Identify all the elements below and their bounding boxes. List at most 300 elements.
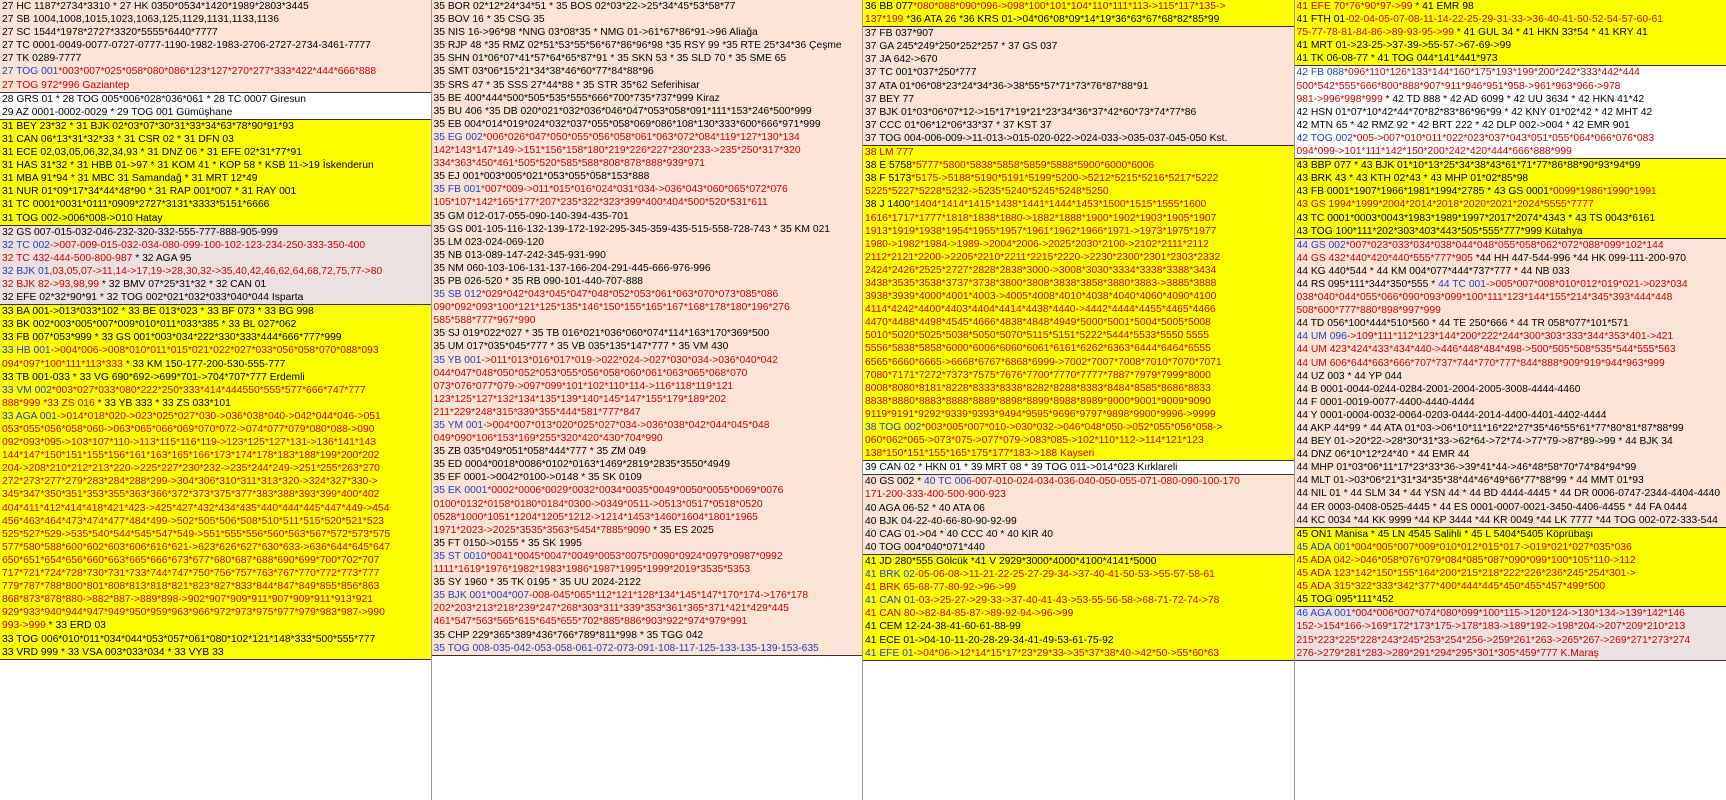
code-line bbox=[1297, 435, 1726, 448]
code-line bbox=[2, 554, 431, 567]
code-segment: 137*199 bbox=[865, 14, 904, 26]
code-line bbox=[434, 210, 863, 223]
code-line bbox=[865, 93, 1294, 106]
code-segment: 45 TOG 095*111*452 bbox=[1296, 594, 1394, 606]
code-line bbox=[2, 619, 431, 632]
code-segment: 35 BU 406 *35 DB 020*021*032*036*046*047*053*058*091*111*153*246*500*999 bbox=[433, 105, 812, 117]
code-segment: 215*223*225*228*243*245*253*254*256->259*261*263->265*267->269*271*273*274 bbox=[1296, 634, 1691, 646]
code-segment: 40 TOG 004*040*071*440 bbox=[865, 541, 985, 553]
code-line bbox=[865, 316, 1294, 329]
code-segment: 35 EK 0001 bbox=[433, 485, 488, 497]
code-segment: -035-042-053-058-061-072-073-091-108-117-125-133-135-139-153-635 bbox=[489, 642, 819, 654]
code-segment: 345*347*350*351*353*355*363*366*372*373*375*377*383*388*393*399*400*402 bbox=[2, 489, 380, 501]
code-segment: -008-045*065*112*121*128*134*145*147*170*174->176*178 bbox=[529, 590, 809, 602]
code-segment: 35 NB 013-089-147-242-345-931-990 bbox=[433, 249, 606, 261]
code-line bbox=[434, 79, 863, 92]
code-segment: 35 LM 023-024-069-120 bbox=[433, 236, 544, 248]
code-segment: 41 BRK 02 bbox=[865, 569, 915, 581]
code-line bbox=[865, 356, 1294, 369]
code-segment: 44 B 0001-0044-0244-0284-2001-2004-2005-3008-4444-4460 bbox=[1296, 383, 1581, 395]
code-segment: 37 JA 642->670 bbox=[865, 54, 938, 66]
code-line bbox=[1297, 172, 1726, 185]
code-segment: 32 BJK 01 bbox=[2, 265, 50, 277]
code-segment: 6565*6660*6665->6668*6767*6868*6999->7002*7007*7008*7010*7070*7071 bbox=[865, 356, 1222, 368]
code-line bbox=[2, 39, 431, 52]
code-segment: 073*076*077*079->097*099*101*102*110*114->116*118*119*121 bbox=[433, 380, 734, 392]
code-block bbox=[863, 0, 1294, 27]
code-segment: 105*107*142*165*177*207*235*322*323*399*400*404*500*520*531*611 bbox=[433, 197, 768, 209]
code-line bbox=[865, 488, 1294, 501]
code-segment: 123*125*127*132*134*135*139*140*145*147*155*179*189*202 bbox=[433, 393, 727, 405]
code-segment: -03->25-27->29-33->37-40-41-43->53-55-56-58->68-71-72-74->78 bbox=[915, 595, 1220, 607]
code-line bbox=[1297, 593, 1726, 606]
code-line bbox=[2, 278, 431, 291]
code-segment: 5010*5020*5025*5038*5050*5070*5115*5151*5222*5444*5533*5550 5555 bbox=[865, 330, 1209, 342]
code-line bbox=[434, 367, 863, 380]
code-segment: *003*027*033*080*222*250*333*414*444550*555*577*666*747*777 bbox=[51, 384, 366, 396]
code-segment: 929*933*940*944*947*949*950*959*963*966*972*973*975*977*979*983*987->990 bbox=[2, 607, 385, 619]
code-line bbox=[2, 212, 431, 225]
code-segment: 44 UM 423*424*433*434*440->446*448*484*498->500*505*508*535*544*555*563 bbox=[1296, 344, 1676, 356]
code-segment: 9119*9191*9292*9339*9393*9494*9595*9696*9797*9898*9900*9996->9999 bbox=[865, 408, 1216, 420]
code-line bbox=[865, 475, 1294, 488]
code-segment: 35 SMT 03*06*15*21*34*38*46*60*77*84*88*96 bbox=[433, 66, 654, 78]
code-line bbox=[1297, 225, 1726, 238]
code-line bbox=[865, 225, 1294, 238]
code-line bbox=[865, 581, 1294, 594]
code-segment: 43 GS 1994*1999*2004*2014*2018*2020*2021*2024*5555*7777 bbox=[1296, 199, 1594, 211]
code-block bbox=[1295, 159, 1726, 239]
code-segment: * 41 GUL 34 * 41 HKN 33*54 * 41 KRY 41 bbox=[1453, 27, 1648, 39]
code-segment: 35 SY 1960 * 35 TK 0195 * 35 UU 2024-2122 bbox=[433, 577, 641, 589]
code-segment: *36 ATA 26 *36 KRS 01->04*06*08*09*14*19*36*63*67*68*82*85*99 bbox=[903, 14, 1220, 26]
code-line bbox=[1297, 132, 1726, 145]
code-segment: 43 TC 0001*0003*0043*1983*1989*1997*2017*2074*4343 * 43 TS 0043*6161 bbox=[1296, 212, 1656, 224]
code-line bbox=[2, 185, 431, 198]
code-line bbox=[434, 314, 863, 327]
code-line bbox=[865, 620, 1294, 633]
code-segment: 456*463*464*473*474*477*484*499->502*505*506*508*510*511*515*520*521*523 bbox=[2, 515, 385, 527]
code-segment: 2112*2121*2200->2205*2210*2211*2215*2220->2230*2300*2301*2303*2332 bbox=[865, 251, 1221, 263]
code-segment: 35 UM 017*035*045*777 * 35 VB 035*135*147*777 * 35 VM 430 bbox=[433, 341, 729, 353]
code-segment: * 42 TD 888 * 42 AD 6099 * 42 UU 3634 * 42 HKN 41*42 bbox=[1382, 93, 1645, 105]
code-line bbox=[434, 484, 863, 497]
code-segment: ,03,05,07->11,14->17,19->28,30,32->35,40,42,46,62,64,68,72,75,77->80 bbox=[49, 265, 383, 277]
code-segment: 35 FT 0150->0155 * 35 SK 1995 bbox=[433, 537, 582, 549]
code-segment: 202*203*213*218*239*247*268*303*311*339*353*361*365*371*421*429*445 bbox=[433, 603, 789, 615]
code-line bbox=[1297, 634, 1726, 647]
code-line bbox=[1297, 541, 1726, 554]
code-line bbox=[2, 93, 431, 106]
code-line bbox=[1297, 528, 1726, 541]
code-block bbox=[1295, 66, 1726, 159]
code-segment: 4114*4242*4400*4403*4404*4414*4438*4440->4442*4444*4455*4465*4466 bbox=[865, 304, 1216, 316]
code-line bbox=[2, 198, 431, 211]
code-block bbox=[0, 305, 431, 660]
code-segment: 27 SC 1544*1978*2727*3320*5555*6440*7777 bbox=[2, 27, 218, 39]
code-line bbox=[1297, 607, 1726, 620]
code-segment: 44 F 0001-0019-0077-4400-4440-4444 bbox=[1296, 396, 1475, 408]
code-segment: 43 FB 0001*1907*1966*1981*1994*2785 * 43 GS 0001 bbox=[1296, 186, 1549, 198]
code-line bbox=[1297, 554, 1726, 567]
code-segment: 37 ATA 01*06*08*23*24*34*36->38*55*57*71*73*76*87*88*91 bbox=[865, 80, 1149, 92]
code-segment: 138*150*151*155*165*175*177*183->188 Kayseri bbox=[865, 448, 1095, 460]
code-segment: 204->208*210*212*213*220->225*227*230*232->235*244*249->251*255*263*270 bbox=[2, 463, 380, 475]
code-line bbox=[2, 106, 431, 119]
code-segment: 44 UM 606*644*663*666*707*737*744*770*777*844*888*909*919*944*963*999 bbox=[1296, 357, 1665, 369]
code-segment: *007*009->011*015*016*024*031*034->036*043*060*065*072*076 bbox=[481, 184, 788, 196]
code-line bbox=[865, 647, 1294, 660]
code-segment: 44 RS 095*111*344*350*555 * bbox=[1296, 278, 1439, 290]
code-line bbox=[2, 265, 431, 278]
code-line bbox=[434, 563, 863, 576]
code-segment: *5175->5188*5190*5191*5199*5200->5212*5215*5216*5217*5222 bbox=[911, 173, 1219, 185]
column-2 bbox=[432, 0, 864, 800]
code-segment: *0041*0045*0047*0049*0053*0075*0090*0924*0979*0987*0992 bbox=[486, 550, 783, 562]
code-line bbox=[434, 524, 863, 537]
code-block bbox=[0, 120, 431, 226]
code-segment: 45 ADA 001 bbox=[1296, 541, 1351, 553]
code-line bbox=[865, 594, 1294, 607]
code-segment: 049*090*106*153*169*255*320*420*430*704*990 bbox=[433, 433, 663, 445]
code-line bbox=[434, 615, 863, 628]
code-segment: ->04*06->12*14*15*17*23*29*33->35*37*38*40->42*50->55*60*63 bbox=[913, 647, 1220, 659]
code-segment: 40 TC 006 bbox=[923, 476, 972, 488]
code-line bbox=[865, 329, 1294, 342]
code-segment: -05-06-08->11-21-22-25-27-29-34->37-40-41-50-53->55-57-58-61 bbox=[914, 569, 1215, 581]
code-line bbox=[2, 384, 431, 397]
code-segment: 33 VRD 999 * 33 VSA 003*033*034 * 33 VYB 33 bbox=[2, 646, 224, 658]
code-line bbox=[1297, 409, 1726, 422]
code-segment: 577*580*588*600*602*603*606*616*621->623*626*627*630*633->636*644*645*647 bbox=[2, 541, 391, 553]
code-segment: 27 TC 0001-0049-0077-0727-0777-1190-1982-1983-2706-2727-2734-3461-7777 bbox=[2, 40, 371, 52]
code-segment: 44 GS 432*440*420*440*555*777*905 bbox=[1296, 252, 1473, 264]
code-segment: 41 JD 280*555 Gölcük *41 V 2929*3000*4000*4100*4141*5000 bbox=[865, 555, 1157, 567]
code-segment: 37 TOG 004-006-009->11-013->015-020-022->024-033->035-037-045-050 Kst. bbox=[865, 132, 1228, 144]
code-line bbox=[865, 80, 1294, 93]
code-segment: 38 LM 777 bbox=[865, 147, 914, 159]
code-line bbox=[2, 515, 431, 528]
code-block bbox=[863, 146, 1294, 461]
code-line bbox=[1297, 580, 1726, 593]
code-block bbox=[1295, 0, 1726, 66]
code-segment: 142*143*147*149->151*156*158*180*219*226*227*230*233->235*250*317*320 bbox=[433, 145, 801, 157]
code-line bbox=[434, 589, 863, 602]
code-segment: 33 TB 001-033 * 33 VG 690*692->699*701->704*707*777 Erdemli bbox=[2, 371, 305, 383]
code-block bbox=[0, 226, 431, 306]
code-segment: 888*999 *33 ZS 016 bbox=[2, 397, 95, 409]
code-line bbox=[2, 410, 431, 423]
code-line bbox=[434, 629, 863, 642]
code-line bbox=[865, 515, 1294, 528]
code-line bbox=[2, 436, 431, 449]
code-line bbox=[865, 40, 1294, 53]
code-line bbox=[1297, 93, 1726, 106]
code-line bbox=[434, 39, 863, 52]
code-segment: 36 BB 077 bbox=[865, 1, 914, 12]
code-segment: 1980->1982*1984->1989->2004*2006->2025*2030*2100->2102*2111*2112 bbox=[865, 238, 1209, 250]
code-segment: 29 AZ 0001-0002-0029 * 29 TOG 001 Gümüşhane bbox=[2, 106, 233, 118]
code-segment: 060*062*065->073*075->077*079->083*085->102*110*112->114*121*123 bbox=[865, 435, 1204, 447]
code-segment: 31 MBA 91*94 * 31 MBC 31 Samandağ * 31 MRT 12*49 bbox=[2, 173, 258, 185]
code-line bbox=[2, 462, 431, 475]
code-segment: 35 EG 002 bbox=[433, 131, 483, 143]
code-segment: 44 UM 096 bbox=[1296, 331, 1347, 343]
code-line bbox=[1297, 343, 1726, 356]
code-line bbox=[1297, 357, 1726, 370]
code-segment: *006*026*047*050*055*056*058*061*063*072*084*119*127*130*134 bbox=[482, 131, 800, 143]
code-segment: 32 BJK 82->93,98,99 bbox=[2, 278, 100, 290]
code-line bbox=[2, 26, 431, 39]
code-segment: 42 FB 088 bbox=[1296, 67, 1345, 79]
code-segment: ->004*007*013*020*025*027*034->036*038*042*044*045*048 bbox=[483, 420, 770, 431]
code-block bbox=[1295, 528, 1726, 608]
code-line bbox=[434, 170, 863, 183]
code-segment: ->014*018*020->023*025*027*030->036*038*040->042*044*046->051 bbox=[56, 410, 381, 422]
code-line bbox=[1297, 330, 1726, 343]
code-segment: *5777*5800*5838*5858*5859*5888*5900*6000*6006 bbox=[911, 160, 1155, 172]
code-line bbox=[2, 79, 431, 92]
code-segment: 31 HAS 31*32 * 31 HBB 01->97 * 31 KOM 41 * KOP 58 * KSB 11->19 İskenderun bbox=[2, 160, 374, 172]
code-line bbox=[2, 344, 431, 357]
code-segment: * 33 YB 333 * 33 ZS 033*101 bbox=[94, 397, 231, 409]
code-line bbox=[2, 541, 431, 554]
code-segment: *1404*1414*1415*1438*1441*1444*1453*1500*1515*1555*1600 bbox=[910, 199, 1207, 211]
code-line bbox=[2, 502, 431, 515]
code-line bbox=[1297, 239, 1726, 252]
code-line bbox=[2, 633, 431, 646]
code-line bbox=[434, 550, 863, 563]
code-line bbox=[434, 262, 863, 275]
code-line bbox=[865, 502, 1294, 515]
code-segment: *003*007*025*058*080*086*123*127*270*277*333*422*444*666*888 bbox=[58, 66, 377, 78]
code-line bbox=[865, 421, 1294, 434]
code-line bbox=[1297, 620, 1726, 633]
code-segment: 44 ER 0003-0408-0525-4445 * 44 ES 0001-0007-0021-3450-4406-4455 * 44 FA 0444 bbox=[1296, 501, 1687, 513]
code-line bbox=[865, 290, 1294, 303]
code-segment: 981->996*998*999 bbox=[1296, 93, 1383, 105]
code-segment: * 35 ES 2025 bbox=[650, 524, 714, 536]
code-line bbox=[865, 27, 1294, 40]
code-line bbox=[434, 432, 863, 445]
code-line bbox=[434, 52, 863, 65]
code-segment: 75-77-78-81-84-86->89-93-95->99 bbox=[1296, 27, 1454, 39]
code-line bbox=[2, 159, 431, 172]
code-segment: 44 KG 440*544 * 44 KM 004*077*444*737*777 * 44 NB 033 bbox=[1296, 265, 1570, 277]
code-line bbox=[1297, 252, 1726, 265]
code-segment: 39 CAN 02 * HKN 01 * 39 MRT 08 * 39 TOG 011->014*023 Kırklareli bbox=[865, 462, 1178, 474]
code-line bbox=[865, 434, 1294, 447]
code-segment: 1913*1919*1938*1954*1955*1957*1961*1962*1966*1971->1973*1975*1977 bbox=[865, 225, 1217, 237]
code-segment: 27 TOG 972*996 Gaziantep bbox=[2, 79, 130, 91]
code-segment: ->005*007*008*010*012*019*021->023*034 bbox=[1486, 278, 1688, 290]
code-segment: 45 ON1 Manisa * 45 LN 4545 Salihli * 45 L 5404*5405 Köprübaşı bbox=[1296, 528, 1594, 540]
code-line bbox=[2, 423, 431, 436]
code-segment: 35 EF 0001->0042*0100->0148 * 35 SK 0109 bbox=[433, 472, 642, 484]
code-line bbox=[434, 131, 863, 144]
code-segment: 38 F 5173 bbox=[865, 173, 912, 185]
code-line bbox=[1297, 370, 1726, 383]
code-segment: 8008*8080*8181*8228*8333*8338*8282*8288*8383*8484*8585*8686*8833 bbox=[865, 382, 1211, 394]
code-line bbox=[434, 144, 863, 157]
code-segment: 45 ADA 123*142*150*155*164*200*215*218*222*226*236*245*254*301-> bbox=[1296, 568, 1636, 580]
code-segment: 35 NIS 16->96*98 *NNG 03*08*35 * NMG 01->61*67*86*91->96 Aliağa bbox=[433, 27, 758, 39]
code-segment: 2424*2426*2525*2727*2828*2838*3000->3008*3030*3334*3338*3388*3434 bbox=[865, 264, 1217, 276]
code-line bbox=[1297, 212, 1726, 225]
code-line bbox=[865, 53, 1294, 66]
code-line bbox=[2, 120, 431, 133]
code-line bbox=[434, 406, 863, 419]
code-line bbox=[865, 395, 1294, 408]
code-line bbox=[1297, 448, 1726, 461]
code-block bbox=[1295, 607, 1726, 660]
code-segment: 42 MTN 65 * 42 RMZ 92 * 42 BRT 222 * 42 DLP 002->004 * 42 EMR 901 bbox=[1296, 119, 1630, 131]
code-segment: *0002*0006*0029*0032*0034*0035*0049*0050*0055*0069*0076 bbox=[487, 485, 784, 497]
code-segment: 37 CCC 01*06*12*06*33*37 * 37 KST 37 bbox=[865, 119, 1052, 131]
code-line bbox=[1297, 396, 1726, 409]
code-segment: 44 TD 056*100*444*510*560 * 44 TE 250*666 * 44 TR 058*077*101*571 bbox=[1296, 318, 1629, 330]
code-segment: 44 AKP 44*99 * 44 ATA 01*03->06*10*11*16*22*27*35*46*55*61*77*80*81*87*88*99 bbox=[1296, 423, 1684, 434]
code-segment: 41 CEM 12-24-38-41-60-61-88-99 bbox=[865, 621, 1021, 633]
code-segment: 35 GS 001-105-116-132-139-172-192-295-345-359-435-515-558-728-743 * 35 KM 021 bbox=[433, 223, 831, 235]
code-segment: 35 SJ 019*022*027 * 35 TB 016*021*036*060*074*114*163*170*369*500 bbox=[433, 328, 770, 340]
code-segment: 28 GRS 01 * 28 TOG 005*006*028*036*061 * 28 TC 0007 Giresun bbox=[2, 93, 306, 105]
code-block bbox=[863, 461, 1294, 475]
code-line bbox=[865, 461, 1294, 474]
code-segment: 4470*4488*4498*4545*4666*4838*4848*4949*5000*5001*5004*5005*5008 bbox=[865, 317, 1211, 329]
code-segment: 32 EFE 02*32*90*91 * 32 TOG 002*021*032*033*040*044 Isparta bbox=[2, 292, 304, 304]
code-segment: 44 DNZ 06*10*12*24*40 * 44 EMR 44 bbox=[1296, 449, 1470, 461]
code-line bbox=[2, 606, 431, 619]
code-line bbox=[1297, 291, 1726, 304]
code-line bbox=[1297, 0, 1726, 13]
code-line bbox=[434, 223, 863, 236]
code-segment: ->109*111*112*123*144*200*222*244*300*303*333*344*353*401->421 bbox=[1346, 331, 1674, 343]
code-segment: 38 E 5758 bbox=[865, 160, 912, 172]
code-segment: 40 CAG 01->04 * 40 CCC 40 * 40 KIR 40 bbox=[865, 528, 1054, 540]
code-segment: 35 EJ 001*003*005*021*053*055*058*153*888 bbox=[433, 171, 650, 183]
code-segment: 37 BEY 77 bbox=[865, 93, 915, 105]
code-line bbox=[865, 238, 1294, 251]
code-segment: 092*093*095->103*107*110->113*115*116*119->123*125*127*131->136*141*143 bbox=[2, 437, 377, 449]
code-segment: 37 FB 037*907 bbox=[865, 28, 934, 40]
code-line bbox=[2, 146, 431, 159]
code-segment: 43 TOG 100*111*202*303*403*443*505*555*777*999 Kütahya bbox=[1296, 225, 1583, 237]
code-line bbox=[1297, 198, 1726, 211]
code-segment: * 32 AGA 95 bbox=[132, 252, 192, 264]
code-line bbox=[865, 146, 1294, 159]
code-block bbox=[863, 27, 1294, 146]
code-segment: 31 TOG 002->006*008->010 Hatay bbox=[2, 212, 163, 224]
code-segment: 35 GM 012-017-055-090-140-394-435-701 bbox=[433, 210, 629, 222]
code-block bbox=[0, 0, 431, 93]
code-line bbox=[2, 646, 431, 659]
code-segment: 35 RJP 48 *35 RMZ 02*51*53*55*56*67*86*96*98 *35 RSY 99 *35 RTE 25*34*36 Çeşme bbox=[433, 40, 842, 52]
code-line bbox=[434, 65, 863, 78]
code-segment: 32 TC 432-444-500-800-987 bbox=[2, 252, 133, 264]
code-segment: 41 CAN 80->82-84-85-87->89-92-94->96->99 bbox=[865, 608, 1074, 620]
code-segment: 40 AGA 06-52 * 40 ATA 06 bbox=[865, 502, 985, 514]
code-line bbox=[434, 183, 863, 196]
code-segment: 44 TC 001 bbox=[1438, 278, 1487, 290]
code-line bbox=[2, 65, 431, 78]
code-line bbox=[865, 251, 1294, 264]
code-line bbox=[865, 66, 1294, 79]
code-line bbox=[434, 327, 863, 340]
code-segment: * 33 KM 150-177-200-530-555-777 bbox=[122, 358, 286, 370]
code-segment: 27 TK 0289-7777 bbox=[2, 53, 82, 65]
code-segment: 27 HC 1187*2734*3310 * 27 HK 0350*0534*1420*1989*2803*3445 bbox=[2, 1, 309, 12]
code-line bbox=[434, 602, 863, 615]
code-line bbox=[1297, 145, 1726, 158]
code-line bbox=[434, 92, 863, 105]
code-line bbox=[2, 239, 431, 252]
code-line bbox=[1297, 52, 1726, 65]
code-segment: 31 CAN 06*13*31*32*33 * 31 CSR 02 * 31 DFN 03 bbox=[2, 133, 234, 145]
code-line bbox=[434, 288, 863, 301]
code-segment: 461*547*563*565*615*645*655*702*885*886*903*922*974*979*991 bbox=[433, 616, 748, 628]
code-line bbox=[865, 303, 1294, 316]
code-segment: 37 TC 001*037*250*777 bbox=[865, 67, 977, 79]
code-line bbox=[865, 13, 1294, 26]
code-segment: 1971*2023->2025*3535*3563*5454*7885*9090 bbox=[433, 524, 651, 536]
code-segment: 585*588*777*967*990 bbox=[433, 315, 536, 327]
code-line bbox=[865, 555, 1294, 568]
code-segment: -007-010-024-034-036-040-050-055-071-080-090-100-170 bbox=[971, 476, 1240, 488]
code-segment: 35 BOR 02*12*24*34*51 * 35 BOS 02*03*22->25*34*45*53*58*77 bbox=[433, 1, 736, 12]
code-segment: 35 YB 001 bbox=[433, 354, 482, 366]
code-line bbox=[2, 291, 431, 304]
code-segment: 31 TC 0001*0031*0111*0909*2727*3131*3333*5151*6666 bbox=[2, 199, 270, 211]
code-line bbox=[434, 498, 863, 511]
code-segment: 43 BBP 077 * 43 BJK 01*10*13*25*34*38*43*61*71*77*86*88*90*93*94*99 bbox=[1296, 160, 1641, 172]
code-segment: *096*110*126*133*144*160*175*193*199*200*242*333*442*444 bbox=[1344, 67, 1640, 79]
code-line bbox=[865, 541, 1294, 554]
code-segment: 32 GS 007-015-032-046-232-320-332-555-777-888-905-999 bbox=[2, 226, 278, 238]
code-segment: 27 TOG 001 bbox=[2, 66, 59, 78]
code-line bbox=[865, 185, 1294, 198]
code-line bbox=[2, 449, 431, 462]
code-segment: 41 TK 06-08-77 * 41 TOG 044*141*441*973 bbox=[1296, 53, 1498, 65]
code-segment: 35 BE 400*444*500*505*535*555*666*700*735*737*999 Kiraz bbox=[433, 92, 720, 104]
column-1 bbox=[0, 0, 432, 800]
code-segment: 211*229*248*315*339*355*444*581*777*847 bbox=[433, 406, 641, 418]
code-line bbox=[1297, 106, 1726, 119]
code-segment: *029*042*043*045*047*048*052*053*061*063*070*073*085*086 bbox=[481, 289, 779, 301]
code-segment: 44 MLT 01->03*06*21*31*34*35*38*44*46*49*66*77*88*99 * 44 MMT 01*93 bbox=[1296, 475, 1644, 487]
code-segment: ->007-009-015-032-034-080-099-100-102-123-234-250-333-350-400 bbox=[49, 239, 366, 251]
code-segment: 0100*0132*0158*0180*0184*0300->0349*0511->0513*0517*0518*0520 bbox=[433, 498, 763, 510]
code-segment: 7080*7171*7272*7373*7575*7676*7700*7770*7777*7887*7979*7999*8000 bbox=[865, 369, 1211, 381]
code-segment: 1111*1619*1976*1982*1983*1986*1987*1995*1999*2019*3535*5353 bbox=[433, 564, 751, 576]
code-line bbox=[865, 132, 1294, 145]
code-segment: 090*092*093*100*121*125*135*146*150*155*165*167*168*178*180*196*276 bbox=[433, 302, 790, 314]
code-segment: 5556*5838*5858*6000*6006*6060*6061*6161*6262*6363*6444*6464*6555 bbox=[865, 343, 1211, 355]
code-segment: 508*600*777*880*898*997*999 bbox=[1296, 305, 1441, 317]
code-line bbox=[1297, 461, 1726, 474]
code-line bbox=[434, 471, 863, 484]
code-line bbox=[865, 528, 1294, 541]
code-line bbox=[865, 342, 1294, 355]
code-line bbox=[2, 528, 431, 541]
code-line bbox=[865, 634, 1294, 647]
code-line bbox=[434, 13, 863, 26]
code-segment: *004*005*007*009*010*012*015*017->019*021*027*035*036 bbox=[1350, 541, 1632, 553]
code-segment: *003*005*007*010->030*032->046*048*050->052*055*056*058-> bbox=[921, 422, 1223, 433]
code-segment: 31 BEY 23*32 * 31 BJK 02*03*07*30*31*33*34*63*78*90*91*93 bbox=[2, 120, 294, 132]
code-segment: 44 Y 0001-0004-0032-0064-0203-0444-2014-4400-4401-4402-4444 bbox=[1296, 409, 1607, 421]
code-line bbox=[434, 354, 863, 367]
